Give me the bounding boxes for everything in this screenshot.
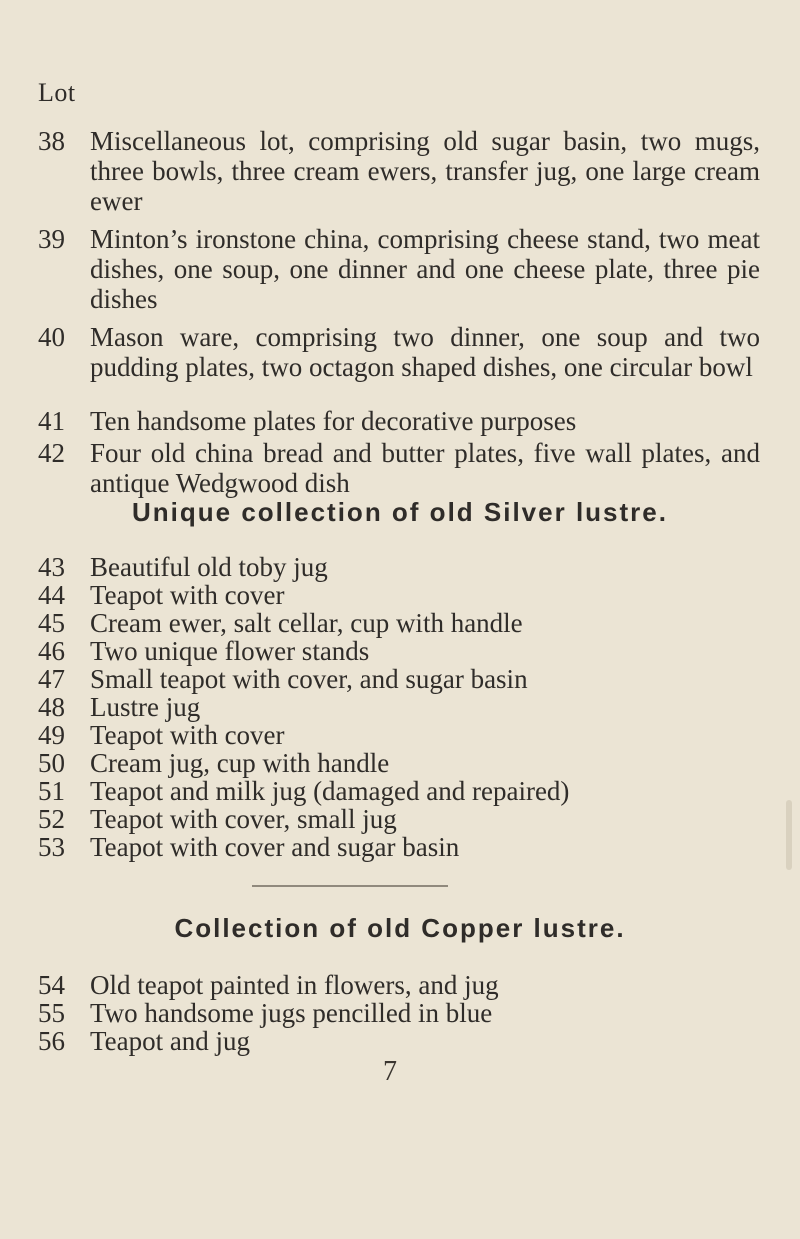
lot-description: Two handsome jugs pencilled in blue: [90, 998, 493, 1028]
lot-entry: [38, 552, 760, 582]
section-heading-copper-lustre: Collection of old Copper lustre.: [174, 913, 626, 943]
lot-entry: [38, 322, 760, 382]
lot-description: Lustre jug: [90, 692, 201, 722]
lot-number: 50: [38, 748, 65, 778]
lot-entry: [38, 224, 760, 314]
lot-description: Teapot and milk jug (damaged and repaired): [90, 776, 570, 806]
lot-number: 43: [38, 552, 65, 582]
lot-description: Small teapot with cover, and sugar basin: [90, 664, 528, 694]
lot-description: Teapot and jug: [90, 1026, 251, 1056]
lot-column-heading: Lot: [38, 78, 76, 107]
lot-description: Four old china bread and butter plates, five wall plates, and antique Wedgwood dish: [90, 438, 760, 498]
lot-number: 54: [38, 970, 65, 1000]
lot-number: 52: [38, 804, 65, 834]
lot-entry: [38, 664, 760, 694]
lot-description: Two unique flower stands: [90, 636, 370, 666]
lot-number: 56: [38, 1026, 65, 1056]
lot-number: 39: [38, 224, 65, 254]
section-divider: [252, 885, 448, 887]
section-heading-silver-lustre: Unique collection of old Silver lustre.: [132, 497, 668, 527]
lot-number: 41: [38, 406, 65, 436]
lot-number: 48: [38, 692, 65, 722]
lot-description: Teapot with cover, small jug: [90, 804, 397, 834]
lot-description: Ten handsome plates for decorative purposes: [90, 406, 577, 436]
lot-description: Teapot with cover and sugar basin: [90, 832, 460, 862]
lot-number: 45: [38, 608, 65, 638]
lot-number: 55: [38, 998, 65, 1028]
lot-entry: [38, 636, 760, 666]
lot-number: 49: [38, 720, 65, 750]
lot-entry: [38, 970, 760, 1000]
lot-description: Teapot with cover: [90, 580, 285, 610]
lot-number: 51: [38, 776, 65, 806]
lot-entry: [38, 406, 760, 436]
lot-number: 46: [38, 636, 65, 666]
lot-entry: [38, 580, 760, 610]
lot-number: 44: [38, 580, 65, 610]
lot-number: 42: [38, 438, 65, 468]
lot-entry: [38, 804, 760, 834]
lot-entry: [38, 438, 760, 498]
lot-number: 47: [38, 664, 65, 694]
lot-description: Minton’s ironstone china, comprising cheese stand, two meat dishes, one soup, one dinner and one cheese plate, three pie dishes: [90, 224, 760, 314]
lot-description: Teapot with cover: [90, 720, 285, 750]
lot-description: Cream ewer, salt cellar, cup with handle: [90, 608, 523, 638]
lot-entry: [38, 692, 760, 722]
paper-mark: [786, 800, 792, 870]
lot-description: Beautiful old toby jug: [90, 552, 328, 582]
lot-description: Miscellaneous lot, comprising old sugar basin, two mugs, three bowls, three cream ewers, transfer jug, one large cream ewer: [90, 126, 760, 216]
lot-entry: [38, 1026, 760, 1056]
lot-entry: [38, 998, 760, 1028]
lot-number: 53: [38, 832, 65, 862]
page-number: 7: [383, 1056, 397, 1087]
lot-entry: [38, 126, 760, 216]
lot-entry: [38, 776, 760, 806]
lot-entry: [38, 608, 760, 638]
lot-description: Old teapot painted in flowers, and jug: [90, 970, 499, 1000]
lot-description: Cream jug, cup with handle: [90, 748, 390, 778]
lot-entry: [38, 832, 760, 862]
lot-entry: [38, 748, 760, 778]
lot-number: 40: [38, 322, 65, 352]
lot-number: 38: [38, 126, 65, 156]
lot-entry: [38, 720, 760, 750]
lot-description: Mason ware, comprising two dinner, one soup and two pudding plates, two octagon shaped dishes, one circular bowl: [90, 322, 760, 382]
